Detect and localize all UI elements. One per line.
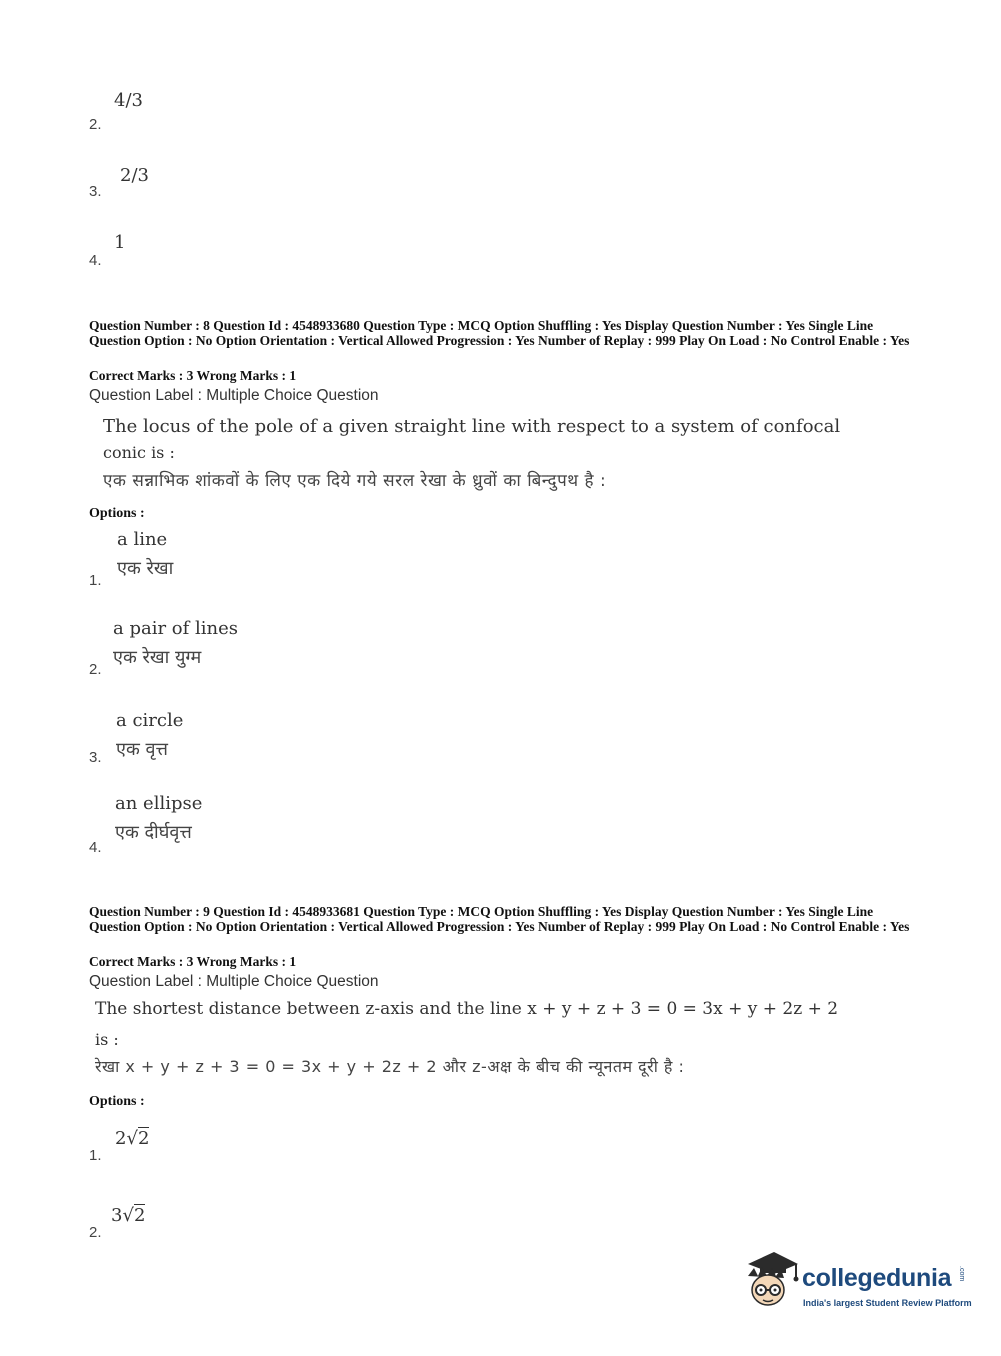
option-1-coefficient: 2: [115, 1128, 127, 1149]
sqrt-icon: √: [126, 1128, 138, 1149]
prev-option-2-number: 2.: [89, 116, 102, 133]
question-8-options-heading: Options :: [89, 506, 145, 521]
question-8-option-3-number: 3.: [89, 749, 102, 766]
sqrt-icon: √: [122, 1205, 134, 1226]
question-8-text-hi: एक सन्नाभिक शांकवों के लिए एक दिये गये सरल रेखा के ध्रुवों का बिन्दुपथ है :: [103, 471, 607, 491]
question-9-text-en-line1: The shortest distance between z-axis and the line x + y + z + 3 = 0 = 3x + y + 2z + 2: [95, 999, 839, 1019]
question-8-text-en-line1: The locus of the pole of a given straight line with respect to a system of confocal: [103, 416, 841, 437]
question-8-label: Question Label : Multiple Choice Question: [89, 387, 379, 404]
logo-com: .com: [958, 1266, 965, 1282]
logo-tagline: India's largest Student Review Platform: [803, 1298, 972, 1308]
question-9-option-1-value: [115, 1128, 149, 1149]
question-8-option-1-hi: एक रेखा: [117, 558, 174, 579]
question-8-marks: Correct Marks : 3 Wrong Marks : 1: [89, 368, 297, 383]
question-9-marks: Correct Marks : 3 Wrong Marks : 1: [89, 954, 297, 969]
question-9-meta: Question Number : 9 Question Id : 4548933681 Question Type : MCQ Option Shuffling : Yes Display Question Number : Yes Single Line Question Option : No Option Orientation : Vertical Allowed Progression : Yes Number of Replay : 999 Play On Load : No Control Enable : Yes: [89, 904, 910, 934]
question-8-option-2-hi: एक रेखा युग्म: [113, 647, 202, 668]
prev-option-4-text: 1: [114, 232, 126, 253]
question-9-options-heading: Options :: [89, 1094, 145, 1109]
question-9-option-2-value: [111, 1205, 145, 1226]
question-8-option-1-number: 1.: [89, 572, 102, 589]
collegedunia-logo: [742, 1250, 972, 1320]
prev-option-2-text: 4/3: [114, 90, 143, 111]
question-8-option-1-en: a line: [117, 529, 168, 550]
option-2-radicand: 2: [133, 1205, 146, 1226]
question-9-text-en-line2: is :: [95, 1030, 119, 1049]
question-8-option-4-hi: एक दीर्घवृत्त: [115, 822, 192, 843]
mascot-icon: [742, 1250, 800, 1312]
prev-option-3-text: 2/3: [120, 165, 149, 186]
question-9-option-1-number: 1.: [89, 1147, 102, 1164]
question-8-option-2-en: a pair of lines: [113, 618, 239, 639]
question-9-option-2-number: 2.: [89, 1224, 102, 1241]
prev-option-3-number: 3.: [89, 183, 102, 200]
question-9-text-hi: रेखा x + y + z + 3 = 0 = 3x + y + 2z + 2 और z-अक्ष के बीच की न्यूनतम दूरी है :: [95, 1057, 685, 1076]
question-8-option-3-en: a circle: [116, 710, 184, 731]
question-8-meta: Question Number : 8 Question Id : 4548933680 Question Type : MCQ Option Shuffling : Yes Display Question Number : Yes Single Line Question Option : No Option Orientation : Vertical Allowed Progression : Yes Number of Replay : 999 Play On Load : No Control Enable : Yes: [89, 318, 910, 348]
question-9-label: Question Label : Multiple Choice Question: [89, 973, 379, 990]
question-8-text-en-line2: conic is :: [103, 443, 175, 462]
option-2-coefficient: 3: [111, 1205, 123, 1226]
question-8-option-3-hi: एक वृत्त: [116, 739, 168, 760]
prev-option-4-number: 4.: [89, 252, 102, 269]
option-1-radicand: 2: [137, 1128, 150, 1149]
question-8-option-2-number: 2.: [89, 661, 102, 678]
logo-wordmark: collegedunia: [802, 1264, 952, 1292]
question-8-option-4-number: 4.: [89, 839, 102, 856]
question-8-option-4-en: an ellipse: [115, 793, 203, 814]
